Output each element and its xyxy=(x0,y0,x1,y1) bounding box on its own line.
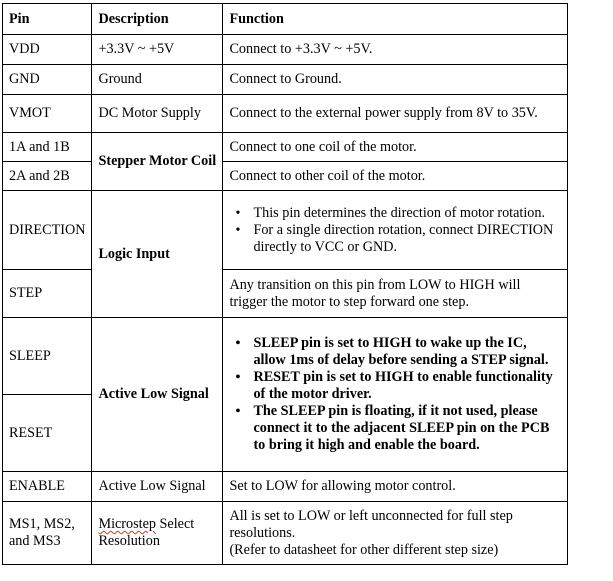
table-row xyxy=(3,191,568,270)
function-cell: Any transition on this pin from LOW to HIGH will trigger the motor to step forward one step. xyxy=(223,270,568,318)
pin-cell: STEP xyxy=(3,270,92,318)
function-cell: Connect to one coil of the motor. xyxy=(223,133,568,162)
table-row xyxy=(3,318,568,395)
list-item: • This pin determines the direction of motor rotation. xyxy=(253,205,561,222)
pin-cell: VMOT xyxy=(3,95,92,133)
pin-cell: VDD xyxy=(3,35,92,65)
header-description: Description xyxy=(92,4,223,35)
function-cell: Connect to +3.3V ~ +5V. xyxy=(223,35,568,65)
table-row xyxy=(3,270,568,318)
description-cell: Ground xyxy=(92,65,223,95)
table-row xyxy=(3,502,568,565)
description-cell: Active Low Signal xyxy=(92,472,223,502)
table-row xyxy=(3,65,568,95)
pin-cell: 1A and 1B xyxy=(3,133,92,162)
bullet-list xyxy=(229,205,561,256)
list-item: • The SLEEP pin is floating, if it not used, please connect it to the adjacent SLEEP pin on the PCB to bring it high and enable the board. xyxy=(253,403,561,454)
function-cell xyxy=(223,191,568,270)
pin-cell: RESET xyxy=(3,395,92,472)
description-cell: +3.3V ~ +5V xyxy=(92,35,223,65)
header-function: Function xyxy=(223,4,568,35)
list-item: • SLEEP pin is set to HIGH to wake up the IC, allow 1ms of delay before sending a STEP signal. xyxy=(253,335,561,369)
description-cell: Active Low Signal xyxy=(92,318,223,472)
spellcheck-word: Microstep xyxy=(98,516,156,532)
table-row xyxy=(3,133,568,162)
list-item: • For a single direction rotation, connect DIRECTION directly to VCC or GND. xyxy=(253,222,561,256)
pin-cell: SLEEP xyxy=(3,318,92,395)
description-cell xyxy=(92,502,223,565)
table-row xyxy=(3,162,568,191)
pin-table xyxy=(2,3,568,565)
header-pin: Pin xyxy=(3,4,92,35)
description-cell: Logic Input xyxy=(92,191,223,318)
function-cell: Connect to the external power supply from 8V to 35V. xyxy=(223,95,568,133)
function-cell: Connect to Ground. xyxy=(223,65,568,95)
pin-cell: DIRECTION xyxy=(3,191,92,270)
function-cell: Set to LOW for allowing motor control. xyxy=(223,472,568,502)
bullet-list xyxy=(229,335,561,454)
function-cell xyxy=(223,318,568,472)
table-row xyxy=(3,35,568,65)
pin-cell: 2A and 2B xyxy=(3,162,92,191)
description-cell: DC Motor Supply xyxy=(92,95,223,133)
pin-cell: GND xyxy=(3,65,92,95)
function-line: (Refer to datasheet for other different step size) xyxy=(229,541,499,558)
table-row xyxy=(3,472,568,502)
header-row xyxy=(3,4,568,35)
table-row xyxy=(3,95,568,133)
description-text: Select Resolution xyxy=(98,516,195,549)
list-item: • RESET pin is set to HIGH to enable functionality of the motor driver. xyxy=(253,369,561,403)
pin-table-container xyxy=(2,3,568,565)
pin-cell: MS1, MS2, and MS3 xyxy=(3,502,92,565)
function-cell xyxy=(223,502,568,565)
pin-cell: ENABLE xyxy=(3,472,92,502)
description-cell: Stepper Motor Coil xyxy=(92,133,223,191)
function-cell: Connect to other coil of the motor. xyxy=(223,162,568,191)
function-line: All is set to LOW or left unconnected for full step resolutions. xyxy=(229,507,513,541)
